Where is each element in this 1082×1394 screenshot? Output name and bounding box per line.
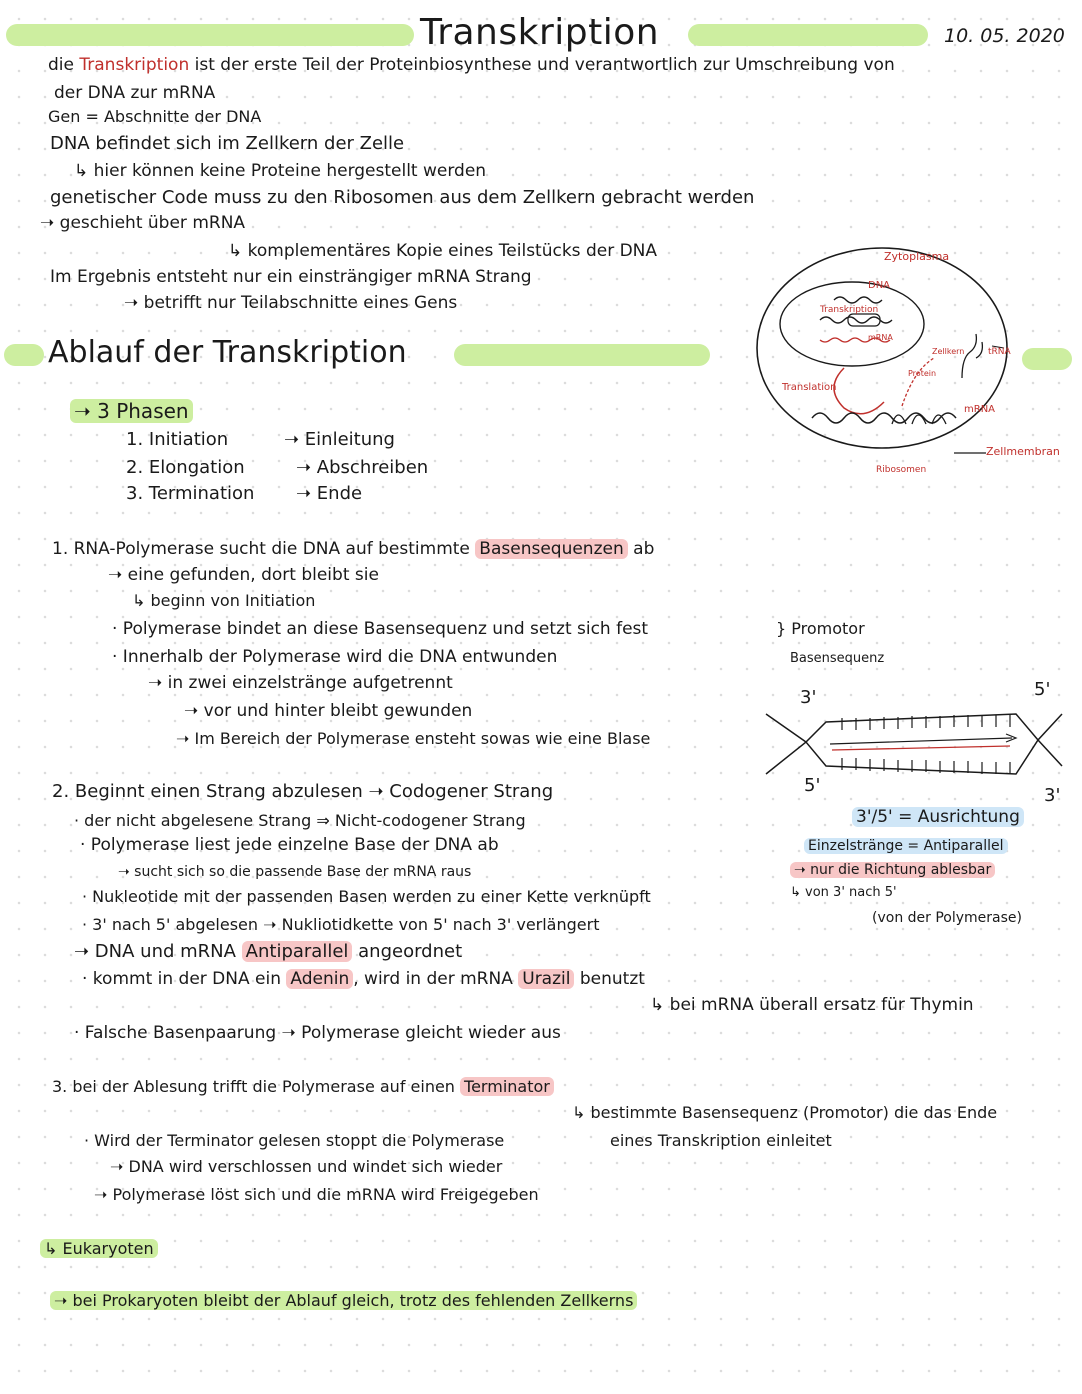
step1-line-f: ➝ in zwei einzelstränge aufgetrennt	[148, 673, 453, 693]
cell-membrane-outline	[757, 248, 1007, 448]
result-line: Im Ergebnis entsteht nur ein einsträngiger mRNA Strang	[50, 267, 532, 287]
section-bar-far-right	[1022, 348, 1072, 370]
step2-line-b: · der nicht abgelesene Strang ⇒ Nicht-codogener Strang	[74, 811, 526, 830]
step2-line-e: · Nukleotide mit der passenden Basen werden zu einer Kette verknüpft	[82, 887, 651, 906]
phase-3-meaning: ➝ Ende	[296, 483, 363, 504]
cell-membrane-pointer	[950, 446, 990, 460]
promoter-label: } Promotor	[776, 619, 865, 638]
protein-chain-icon	[902, 358, 937, 406]
step3-line-a: 3. bei der Ablesung trifft die Polymerase auf einen Terminator	[52, 1078, 554, 1096]
trna-icon	[962, 334, 982, 378]
section-title: Ablauf der Transkription	[48, 335, 407, 370]
phase-2-name: 2. Elongation	[126, 457, 245, 478]
phase-3-name: 3. Termination	[126, 483, 255, 504]
title-bar-right	[688, 24, 928, 46]
section-bar-right	[454, 344, 710, 366]
label-trna: tRNA	[988, 347, 1011, 357]
phase-1-meaning: ➝ Einleitung	[284, 429, 395, 450]
by-polymerase-note: (von der Polymerase)	[872, 910, 1022, 926]
dna-location: DNA befindet sich im Zellkern der Zelle	[50, 133, 405, 154]
label-mrna: mRNA	[964, 404, 996, 415]
step3-line-f: ➝ Polymerase löst sich und die mRNA wird Freigegeben	[94, 1185, 539, 1204]
label-ribosomes: Ribosomen	[876, 465, 927, 475]
step2-line-i: ↳ bei mRNA überall ersatz für Thymin	[650, 995, 974, 1015]
step2-line-c: · Polymerase liest jede einzelne Base der DNA ab	[80, 835, 499, 855]
page-date: 10. 05. 2020	[944, 25, 1065, 47]
label-protein: Protein	[908, 369, 937, 378]
strand-3-top: 3'	[800, 687, 817, 708]
step2-line-f: · 3' nach 5' abgelesen ➝ Nukliotidkette von 5' nach 3' verlängert	[82, 915, 600, 934]
strand-bottom	[766, 714, 1062, 774]
step1-line-g: ➝ vor und hinter bleibt gewunden	[184, 701, 473, 721]
section-bar-left	[4, 344, 44, 366]
step2-line-g: ➝ DNA und mRNA Antiparallel angeordnet	[74, 941, 463, 962]
step3-line-c: eines Transkription einleitet	[610, 1131, 832, 1150]
strand-5-top: 5'	[1034, 679, 1051, 700]
step1-line-h: ➝ Im Bereich der Polymerase ensteht sowas wie eine Blase	[176, 729, 651, 748]
title-bar-left	[6, 24, 414, 46]
from-to-note: ↳ von 3' nach 5'	[790, 885, 897, 900]
page-title: Transkription	[420, 12, 660, 53]
polymerase-arrow-shape	[830, 738, 1012, 744]
polymerase-icon	[848, 314, 880, 326]
no-proteins-note: ↳ hier können keine Proteine hergestellt werden	[74, 161, 487, 181]
base-ticks-top	[842, 715, 1010, 730]
eukaryotes-note: ↳ Eukaryoten	[40, 1240, 158, 1258]
transcription-bubble-diagram	[766, 700, 1066, 790]
dna-strand-icon	[834, 297, 882, 303]
step3-line-d: · Wird der Terminator gelesen stoppt die Polymerase	[84, 1131, 505, 1150]
nucleus-outline	[780, 282, 924, 366]
strand-3-bottom: 3'	[1044, 785, 1061, 806]
promoter-sub: Basensequenz	[790, 651, 885, 666]
transcription-strand-icon	[820, 317, 892, 323]
step2-line-a: 2. Beginnt einen Strang abzulesen ➝ Codogener Strang	[52, 781, 554, 802]
phases-label: ➝ 3 Phasen	[70, 400, 193, 423]
step3-line-e: ➝ DNA wird verschlossen und windet sich wieder	[110, 1157, 503, 1176]
step1-line-e: · Innerhalb der Polymerase wird die DNA entwunden	[112, 647, 558, 667]
prokaryotes-note: ➝ bei Prokaryoten bleibt der Ablauf gleich, trotz des fehlenden Zellkerns	[50, 1292, 637, 1310]
step2-line-d: ➝ sucht sich so die passende Base der mRNA raus	[118, 864, 472, 880]
gen-definition: Gen = Abschnitte der DNA	[48, 107, 262, 126]
step1-line-b: ➝ eine gefunden, dort bleibt sie	[108, 565, 379, 585]
intro-line-2: der DNA zur mRNA	[54, 83, 216, 103]
orientation-note: 3'/5' = Ausrichtung	[852, 808, 1024, 828]
via-mrna: ➝ geschieht über mRNA	[40, 213, 246, 233]
complementary-copy: ↳ komplementäres Kopie eines Teilstücks der DNA	[228, 241, 658, 261]
genetic-code-line: genetischer Code muss zu den Ribosomen aus dem Zellkern gebracht werden	[50, 187, 755, 208]
step1-line-a: 1. RNA-Polymerase sucht die DNA auf bestimmte Basensequenzen ab	[52, 539, 655, 559]
label-translation: Translation	[782, 382, 837, 393]
step2-line-h: · kommt in der DNA ein Adenin , wird in der mRNA Urazil benutzt	[82, 969, 645, 989]
result-sub: ➝ betrifft nur Teilabschnitte eines Gens	[124, 293, 458, 313]
label-cytoplasm: Zytoplasma	[884, 250, 950, 263]
strand-5-bottom: 5'	[804, 775, 821, 796]
label-nucleus: Zellkern	[932, 347, 965, 356]
step1-line-d: · Polymerase bindet an diese Basensequenz und setzt sich fest	[112, 619, 649, 639]
base-ticks-bottom	[842, 758, 1010, 774]
strand-top	[766, 714, 1062, 766]
phase-2-meaning: ➝ Abschreiben	[296, 457, 429, 478]
mrna-strand-red	[832, 746, 1010, 750]
label-dna: DNA	[868, 280, 891, 291]
phase-1-name: 1. Initiation	[126, 429, 229, 450]
label-transcription: Transkription	[820, 305, 879, 315]
direction-note: ➝ nur die Richtung ablesbar	[790, 862, 995, 878]
label-mrna-nucleus: mRNA	[868, 333, 893, 342]
mrna-export-arrow	[834, 368, 884, 414]
step1-line-c: ↳ beginn von Initiation	[132, 591, 316, 610]
intro-line-1: die Transkription ist der erste Teil der Proteinbiosynthese und verantwortlich zur Umschreibung von	[48, 55, 895, 75]
label-cell-membrane: Zellmembran	[986, 445, 1060, 458]
step3-line-b: ↳ bestimmte Basensequenz (Promotor) die das Ende	[572, 1103, 998, 1122]
step2-line-j: · Falsche Basenpaarung ➝ Polymerase gleicht wieder aus	[74, 1023, 561, 1043]
antiparallel-note: Einzelstränge = Antiparallel	[804, 838, 1008, 854]
